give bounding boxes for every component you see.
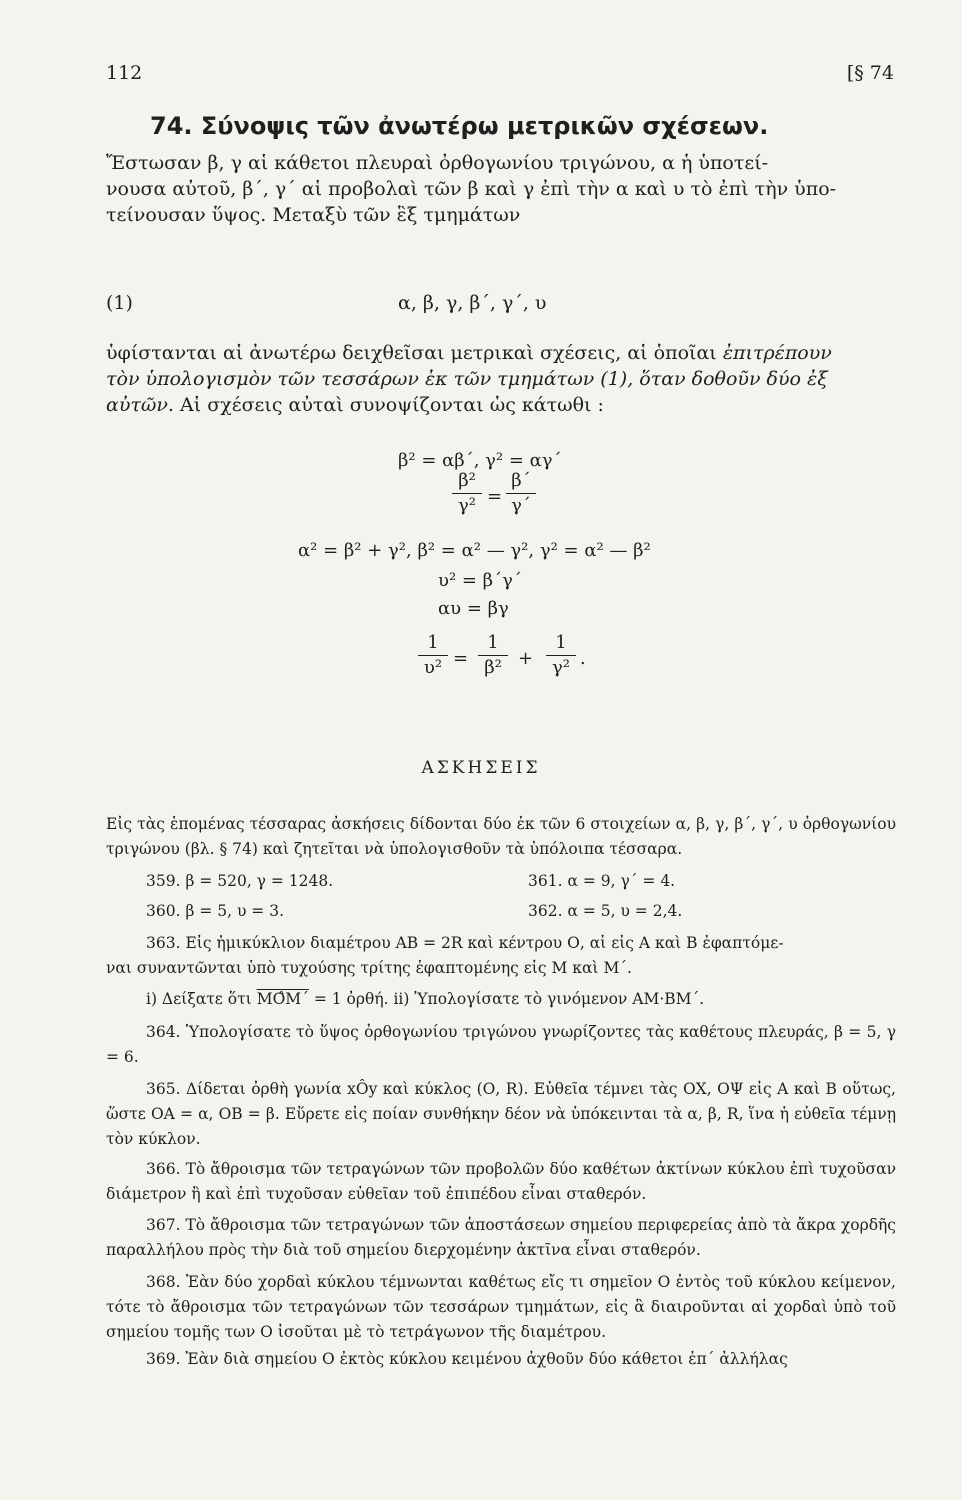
fraction-bar [506, 493, 536, 494]
fraction-bar [418, 655, 448, 656]
formula-equals: = [487, 486, 503, 507]
fraction-denominator: γ² [552, 657, 570, 678]
exercise-363-suffix: = 1 ὀρθή. ii) Ὑπολογίσατε τὸ γινόμενον ΑΜ·ΒΜ΄. [313, 990, 705, 1008]
after-paragraph [106, 340, 896, 418]
fraction-bar [546, 655, 576, 656]
exercise-361: 361. α = 9, γ΄ = 4. [528, 872, 676, 890]
formula-area: αυ = βγ [438, 598, 509, 619]
fraction-numerator: 1 [487, 632, 499, 653]
fraction-denominator: β² [484, 657, 502, 678]
intro-line: Ἔστωσαν β, γ αἱ κάθετοι πλευραὶ ὀρθογωνίου τριγώνου, α ἡ ὑποτεί- [106, 152, 769, 174]
after-line-3-italic: αὐτῶν. [106, 394, 174, 416]
exercises-intro: Εἰς τὰς ἑπομένας τέσσαρας ἀσκήσεις δίδονται δύο ἐκ τῶν 6 στοιχείων α, β, γ, β΄, γ΄, υ ὀρθογωνίου τριγώνου (βλ. § 74) καὶ ζητεῖται νὰ ὑπολογισθοῦν τὰ ὑπόλοιπα τέσσαρα. [106, 815, 896, 858]
equation-label: (1) [106, 292, 133, 314]
after-line-1 [106, 340, 896, 366]
formula-equals: = [453, 648, 469, 669]
after-line-3 [106, 392, 896, 418]
page-number: 112 [106, 62, 143, 84]
after-line-3-plain: Αἱ σχέσεις αὐταὶ συνοψίζονται ὡς κάτωθι : [180, 394, 604, 416]
section-title: 74. Σύνοψις τῶν ἀνωτέρω μετρικῶν σχέσεων. [150, 112, 769, 140]
formula-reciprocal-a [418, 632, 448, 679]
formula-ratio-right [506, 470, 536, 517]
intro-line: νουσα αὐτοῦ, β΄, γ΄ αἱ προβολαὶ τῶν β καὶ γ ἐπὶ τὴν α καὶ υ τὸ ἐπὶ τὴν ὑπο- [106, 178, 837, 200]
formula-projections: β² = αβ΄, γ² = αγ΄ [398, 450, 562, 471]
section-reference: [§ 74 [846, 62, 894, 84]
formula-altitude: υ² = β΄γ΄ [438, 570, 522, 591]
segments-list: α, β, γ, β΄, γ΄, υ [398, 292, 547, 314]
exercise-359: 359. β = 520, γ = 1248. [146, 872, 334, 890]
exercise-362: 362. α = 5, υ = 2,4. [528, 902, 683, 920]
fraction-numerator: β² [458, 470, 476, 491]
formula-reciprocal-b [478, 632, 508, 679]
fraction-bar [452, 493, 482, 494]
exercise-363-line-2: ναι συναντῶνται ὑπὸ τυχούσης τρίτης ἐφαπτομένης εἰς Μ καὶ Μ΄. [106, 959, 632, 977]
fraction-denominator: γ΄ [511, 495, 531, 516]
exercise-363-line-1: 363. Εἰς ἡμικύκλιον διαμέτρου ΑΒ = 2R καὶ κέντρου Ο, αἱ εἰς Α καὶ Β ἐφαπτόμε- [146, 934, 784, 952]
formula-period: . [580, 648, 586, 669]
after-line-2 [106, 366, 896, 392]
exercise-363-prefix: i) Δείξατε ὅτι [146, 990, 252, 1008]
angle-mom: ΜΟ̂Μ΄ [256, 990, 309, 1008]
intro-paragraph [106, 150, 896, 228]
after-line-1-plain: ὑφίστανται αἱ ἀνωτέρω δειχθεῖσαι μετρικαὶ σχέσεις, αἱ ὁποῖαι [106, 342, 717, 364]
fraction-numerator: 1 [427, 632, 439, 653]
exercise-368: 368. Ἐὰν δύο χορδαὶ κύκλου τέμνωνται καθέτως εἴς τι σημεῖον Ο ἐντὸς τοῦ κύκλου κείμενον, τότε τὸ ἄθροισμα τῶν τετραγώνων τῶν τεσσάρων τμημάτων, εἰς ἃ διαιροῦνται αἱ χορδαὶ ὑπὸ τοῦ σημείου τομῆς των Ο ἰσοῦται μὲ τὸ τετράγωνον τῆς διαμέτρου. [106, 1273, 896, 1341]
exercise-369: 369. Ἐὰν διὰ σημείου Ο ἐκτὸς κύκλου κειμένου ἀχθοῦν δύο κάθετοι ἐπ΄ ἀλλήλας [146, 1350, 788, 1368]
fraction-denominator: γ² [458, 495, 476, 516]
fraction-bar [478, 655, 508, 656]
formula-pythagoras: α² = β² + γ², β² = α² — γ², γ² = α² — β² [298, 540, 651, 561]
formula-ratio-left [452, 470, 482, 517]
exercise-363-line-3 [146, 990, 704, 1008]
exercise-364: 364. Ὑπολογίσατε τὸ ὕψος ὀρθογωνίου τριγώνου γνωρίζοντες τὰς καθέτους πλευράς, β = 5, γ = 6. [106, 1023, 896, 1066]
fraction-numerator: 1 [555, 632, 567, 653]
formula-reciprocal-c [546, 632, 576, 679]
exercises-heading: ΑΣΚΗΣΕΙΣ [421, 758, 541, 778]
fraction-denominator: υ² [423, 657, 443, 678]
after-line-1-italic: ἐπιτρέπουν [722, 342, 832, 364]
formula-plus: + [518, 648, 534, 669]
intro-line: τείνουσαν ὕψος. Μεταξὺ τῶν ἓξ τμημάτων [106, 204, 521, 226]
exercise-360: 360. β = 5, υ = 3. [146, 902, 285, 920]
exercise-366: 366. Τὸ ἄθροισμα τῶν τετραγώνων τῶν προβολῶν δύο καθέτων ἀκτίνων κύκλου ἐπὶ τυχοῦσαν διάμετρον ἢ καὶ ἐπὶ τυχοῦσαν εὐθεῖαν τοῦ ἐπιπέδου εἶναι σταθερόν. [106, 1160, 896, 1203]
exercise-365: 365. Δίδεται ὀρθὴ γωνία xÔy καὶ κύκλος (Ο, R). Εὐθεῖα τέμνει τὰς ΟΧ, ΟΨ εἰς Α καὶ Β οὕτως, ὥστε ΟΑ = α, ΟΒ = β. Εὕρετε εἰς ποίαν συνθήκην δέον νὰ ὑπόκεινται τὰ α, β, R, ἵνα ἡ εὐθεῖα τέμνῃ τὸν κύκλον. [106, 1080, 896, 1148]
exercise-367: 367. Τὸ ἄθροισμα τῶν τετραγώνων τῶν ἀποστάσεων σημείου περιφερείας ἀπὸ τὰ ἄκρα χορδῆς παραλλήλου πρὸς τὴν διὰ τοῦ σημείου διερχομένην ἀκτῖνα εἶναι σταθερόν. [106, 1216, 896, 1259]
fraction-numerator: β΄ [511, 470, 531, 491]
after-line-2-italic: τὸν ὑπολογισμὸν τῶν τεσσάρων ἐκ τῶν τμημάτων (1), ὅταν δοθοῦν δύο ἐξ [106, 368, 828, 390]
